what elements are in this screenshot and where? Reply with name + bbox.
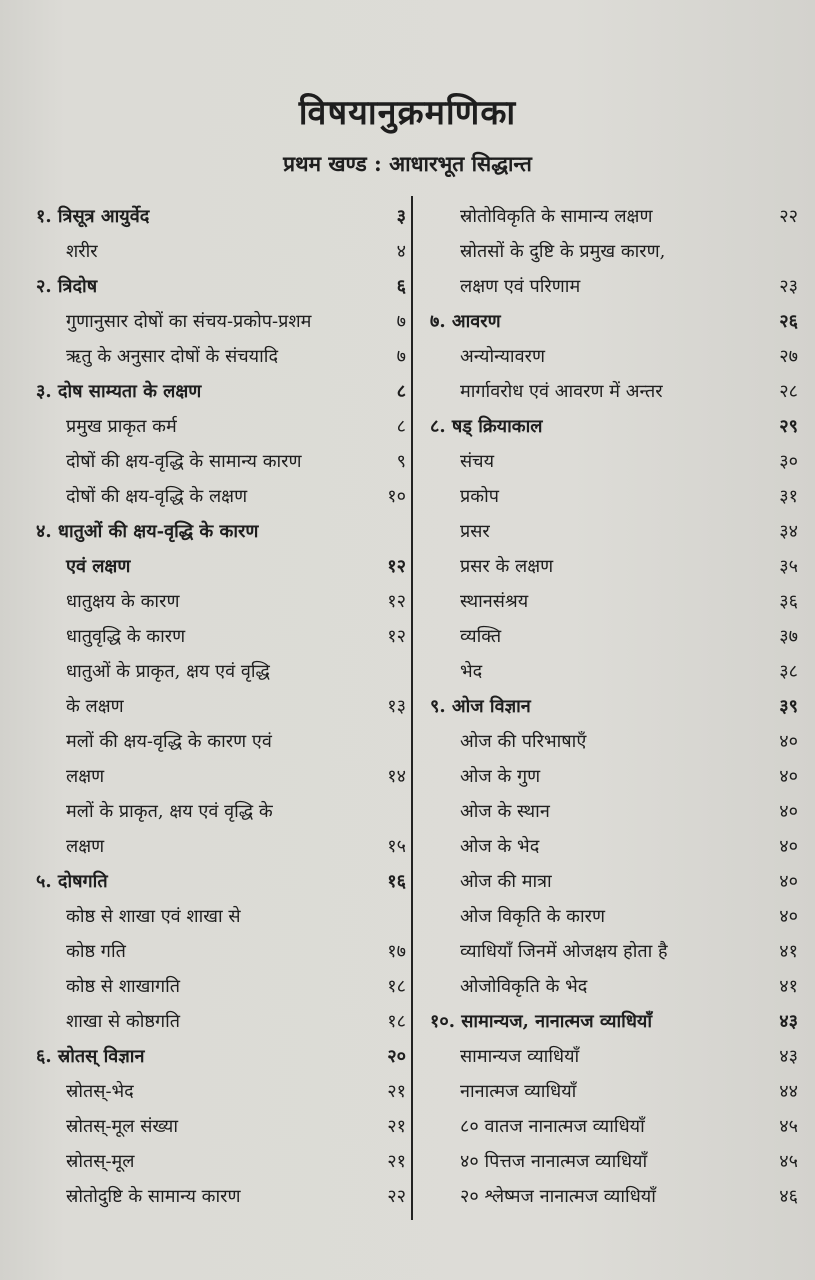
toc-entry-text: गुणानुसार दोषों का संचय-प्रकोप-प्रशम xyxy=(66,310,312,332)
toc-entry xyxy=(430,233,798,268)
toc-entry-text: भेद xyxy=(460,660,483,682)
toc-entry-text: मलों के प्राकृत, क्षय एवं वृद्धि के xyxy=(66,800,273,822)
toc-page-number: १० xyxy=(387,485,406,507)
toc-entry-text: व्यक्ति xyxy=(460,625,502,647)
toc-page-number: २१ xyxy=(387,1115,406,1137)
toc-entry-text: लक्षण xyxy=(66,835,105,857)
toc-page-number: २२ xyxy=(387,1185,406,1207)
toc-page-number: १२ xyxy=(387,625,406,647)
toc-chapter-entry xyxy=(430,688,798,723)
toc-entry xyxy=(430,198,798,233)
toc-entry xyxy=(430,513,798,548)
toc-entry-text: प्रमुख प्राकृत कर्म xyxy=(66,415,177,437)
toc-page-number: ४ xyxy=(396,240,406,262)
toc-entry xyxy=(430,1108,798,1143)
toc-entry xyxy=(36,793,406,828)
toc-page-number: ४५ xyxy=(779,1150,798,1172)
toc-page-number: ४१ xyxy=(779,940,798,962)
toc-entry xyxy=(36,548,406,583)
toc-entry xyxy=(430,968,798,1003)
toc-entry xyxy=(36,723,406,758)
toc-page-number: ३४ xyxy=(779,520,798,542)
toc-entry-text: ३. दोष साम्यता के लक्षण xyxy=(36,380,202,402)
toc-entry-text: ओजोविकृति के भेद xyxy=(460,975,588,997)
toc-entry xyxy=(36,653,406,688)
toc-page-number: ३५ xyxy=(779,555,798,577)
toc-chapter-entry xyxy=(36,198,406,233)
toc-entry xyxy=(36,443,406,478)
toc-entry-text: दोषों की क्षय-वृद्धि के लक्षण xyxy=(66,485,248,507)
toc-entry-text: लक्षण एवं परिणाम xyxy=(460,275,581,297)
toc-chapter-entry xyxy=(36,863,406,898)
toc-entry xyxy=(36,618,406,653)
toc-page-number: २७ xyxy=(779,345,798,367)
toc-entry xyxy=(36,968,406,1003)
toc-entry xyxy=(36,933,406,968)
section-subtitle: प्रथम खण्ड : आधारभूत सिद्धान्त xyxy=(283,151,532,176)
toc-entry-text: ओज के भेद xyxy=(460,835,540,857)
toc-entry-text: स्रोतोदुष्टि के सामान्य कारण xyxy=(66,1185,241,1207)
toc-page-number: ३७ xyxy=(779,625,798,647)
toc-entry-text: ९. ओज विज्ञान xyxy=(430,695,531,717)
toc-entry xyxy=(430,373,798,408)
toc-entry xyxy=(430,758,798,793)
toc-page-number: ४३ xyxy=(779,1045,798,1067)
toc-entry-text: प्रसर xyxy=(460,520,490,542)
toc-entry-text: स्थानसंश्रय xyxy=(460,590,529,612)
toc-entry xyxy=(36,303,406,338)
toc-page-number: ४६ xyxy=(779,1185,798,1207)
toc-entry-text: स्रोतोविकृति के सामान्य लक्षण xyxy=(460,205,653,227)
toc-chapter-entry xyxy=(36,513,406,548)
toc-page-number: ४० xyxy=(779,730,798,752)
toc-entry xyxy=(36,688,406,723)
toc-entry-text: शरीर xyxy=(66,240,98,262)
toc-entry xyxy=(430,1073,798,1108)
toc-entry-text: अन्योन्यावरण xyxy=(460,345,545,367)
toc-entry-text: कोष्ठ से शाखा एवं शाखा से xyxy=(66,905,241,927)
toc-chapter-entry xyxy=(430,408,798,443)
toc-entry-text: ६. स्रोतस् विज्ञान xyxy=(36,1045,145,1067)
toc-page-number: १२ xyxy=(387,590,406,612)
toc-page-number: १३ xyxy=(387,695,406,717)
toc-page-number: १४ xyxy=(387,765,406,787)
toc-entry xyxy=(36,233,406,268)
toc-entry xyxy=(430,478,798,513)
toc-entry-text: १. त्रिसूत्र आयुर्वेद xyxy=(36,205,150,227)
toc-entry-text: कोष्ठ से शाखागति xyxy=(66,975,181,997)
toc-entry xyxy=(430,618,798,653)
toc-page-number: ३८ xyxy=(779,660,798,682)
toc-entry xyxy=(430,1038,798,1073)
toc-page-number: ८ xyxy=(396,380,406,402)
toc-page-number: २० xyxy=(387,1045,406,1067)
toc-entry-text: धातुओं के प्राकृत, क्षय एवं वृद्धि xyxy=(66,660,270,682)
toc-entry-text: ओज के स्थान xyxy=(460,800,550,822)
toc-page-number: ४० xyxy=(779,905,798,927)
toc-entry-text: शाखा से कोष्ठगति xyxy=(66,1010,181,1032)
toc-entry xyxy=(430,933,798,968)
toc-entry xyxy=(36,758,406,793)
toc-entry xyxy=(430,268,798,303)
toc-page-number: २१ xyxy=(387,1080,406,1102)
toc-chapter-entry xyxy=(36,268,406,303)
toc-chapter-entry xyxy=(36,1038,406,1073)
toc-entry-text: ८० वातज नानात्मज व्याधियाँ xyxy=(460,1115,645,1137)
toc-entry-text: कोष्ठ गति xyxy=(66,940,126,962)
toc-entry-text: ४० पित्तज नानात्मज व्याधियाँ xyxy=(460,1150,648,1172)
page-title: विषयानुक्रमणिका xyxy=(298,93,517,133)
toc-entry-text: स्रोतस्-भेद xyxy=(66,1080,134,1102)
toc-page-number: २८ xyxy=(779,380,798,402)
toc-entry-text: ५. दोषगति xyxy=(36,870,108,892)
toc-entry xyxy=(36,478,406,513)
toc-entry xyxy=(430,898,798,933)
toc-page-number: ७ xyxy=(396,345,406,367)
toc-entry-text: प्रकोप xyxy=(460,485,499,507)
toc-entry-text: एवं लक्षण xyxy=(66,555,131,577)
toc-page-number: २१ xyxy=(387,1150,406,1172)
toc-page-number: ३ xyxy=(396,205,406,227)
toc-entry-text: २. त्रिदोष xyxy=(36,275,98,297)
toc-page-number: ३१ xyxy=(779,485,798,507)
toc-page-number: ४० xyxy=(779,800,798,822)
toc-chapter-entry xyxy=(36,373,406,408)
toc-page-number: ३६ xyxy=(779,590,798,612)
toc-entry-text: १०. सामान्यज, नानात्मज व्याधियाँ xyxy=(430,1010,652,1032)
toc-entry-text: स्रोतसों के दुष्टि के प्रमुख कारण, xyxy=(460,240,666,262)
toc-entry xyxy=(430,1143,798,1178)
toc-entry xyxy=(36,583,406,618)
toc-page-number: १६ xyxy=(387,870,406,892)
toc-page-number: ३० xyxy=(779,450,798,472)
toc-chapter-entry xyxy=(430,303,798,338)
toc-entry-text: ४. धातुओं की क्षय-वृद्धि के कारण xyxy=(36,520,259,542)
toc-page-number: १८ xyxy=(387,1010,406,1032)
toc-page-number: २९ xyxy=(779,415,798,437)
toc-entry xyxy=(36,1073,406,1108)
toc-entry xyxy=(36,338,406,373)
toc-entry-text: मलों की क्षय-वृद्धि के कारण एवं xyxy=(66,730,272,752)
toc-entry-text: व्याधियाँ जिनमें ओजक्षय होता है xyxy=(460,940,668,962)
toc-entry xyxy=(430,443,798,478)
toc-page-number: ९ xyxy=(396,450,406,472)
toc-page-number: २३ xyxy=(779,275,798,297)
toc-entry xyxy=(430,653,798,688)
toc-entry-text: धातुक्षय के कारण xyxy=(66,590,180,612)
toc-entry xyxy=(430,1178,798,1213)
toc-entry-text: ७. आवरण xyxy=(430,310,501,332)
toc-page-number: ६ xyxy=(396,275,406,297)
toc-entry-text: स्रोतस्-मूल संख्या xyxy=(66,1115,179,1137)
toc-page-number: ४५ xyxy=(779,1115,798,1137)
toc-page-number: ४० xyxy=(779,765,798,787)
toc-entry-text: लक्षण xyxy=(66,765,105,787)
toc-entry xyxy=(36,898,406,933)
toc-page-number: ४१ xyxy=(779,975,798,997)
toc-entry-text: ८. षड् क्रियाकाल xyxy=(430,415,543,437)
toc-entry xyxy=(36,1143,406,1178)
toc-entry-text: दोषों की क्षय-वृद्धि के सामान्य कारण xyxy=(66,450,302,472)
toc-entry-text: के लक्षण xyxy=(66,695,124,717)
toc-entry xyxy=(430,828,798,863)
toc-entry-text: स्रोतस्-मूल xyxy=(66,1150,135,1172)
toc-entry xyxy=(36,828,406,863)
toc-entry-text: ओज की परिभाषाएँ xyxy=(460,730,587,752)
toc-right-column xyxy=(430,198,798,1213)
toc-page-number: ४० xyxy=(779,870,798,892)
toc-entry-text: ओज विकृति के कारण xyxy=(460,905,606,927)
toc-entry xyxy=(36,1003,406,1038)
toc-entry-text: ओज के गुण xyxy=(460,765,541,787)
toc-entry xyxy=(430,548,798,583)
toc-entry-text: सामान्यज व्याधियाँ xyxy=(460,1045,580,1067)
toc-entry xyxy=(430,793,798,828)
toc-page-number: ४० xyxy=(779,835,798,857)
toc-page-number: २६ xyxy=(779,310,798,332)
toc-entry-text: ओज की मात्रा xyxy=(460,870,552,892)
toc-entry xyxy=(430,863,798,898)
toc-entry xyxy=(430,583,798,618)
toc-page-number: ७ xyxy=(396,310,406,332)
column-divider xyxy=(411,196,413,1220)
toc-page-number: १२ xyxy=(387,555,406,577)
toc-page-number: ८ xyxy=(396,415,406,437)
toc-page-number: १७ xyxy=(387,940,406,962)
toc-entry xyxy=(36,1178,406,1213)
toc-page-number: ३९ xyxy=(779,695,798,717)
toc-page-number: १५ xyxy=(387,835,406,857)
toc-left-column xyxy=(36,198,406,1213)
toc-page-number: ४३ xyxy=(779,1010,798,1032)
toc-entry-text: प्रसर के लक्षण xyxy=(460,555,554,577)
toc-entry xyxy=(36,408,406,443)
toc-page-number: ४४ xyxy=(779,1080,798,1102)
toc-entry-text: धातुवृद्धि के कारण xyxy=(66,625,186,647)
toc-entry xyxy=(36,1108,406,1143)
toc-entry-text: संचय xyxy=(460,450,495,472)
toc-entry-text: २० श्लेष्मज नानात्मज व्याधियाँ xyxy=(460,1185,656,1207)
toc-entry-text: मार्गावरोध एवं आवरण में अन्तर xyxy=(460,380,663,402)
toc-page-number: २२ xyxy=(779,205,798,227)
toc-entry-text: ऋतु के अनुसार दोषों के संचयादि xyxy=(66,345,279,367)
toc-entry xyxy=(430,723,798,758)
toc-page-number: १८ xyxy=(387,975,406,997)
toc-chapter-entry xyxy=(430,1003,798,1038)
toc-entry xyxy=(430,338,798,373)
toc-entry-text: नानात्मज व्याधियाँ xyxy=(460,1080,577,1102)
